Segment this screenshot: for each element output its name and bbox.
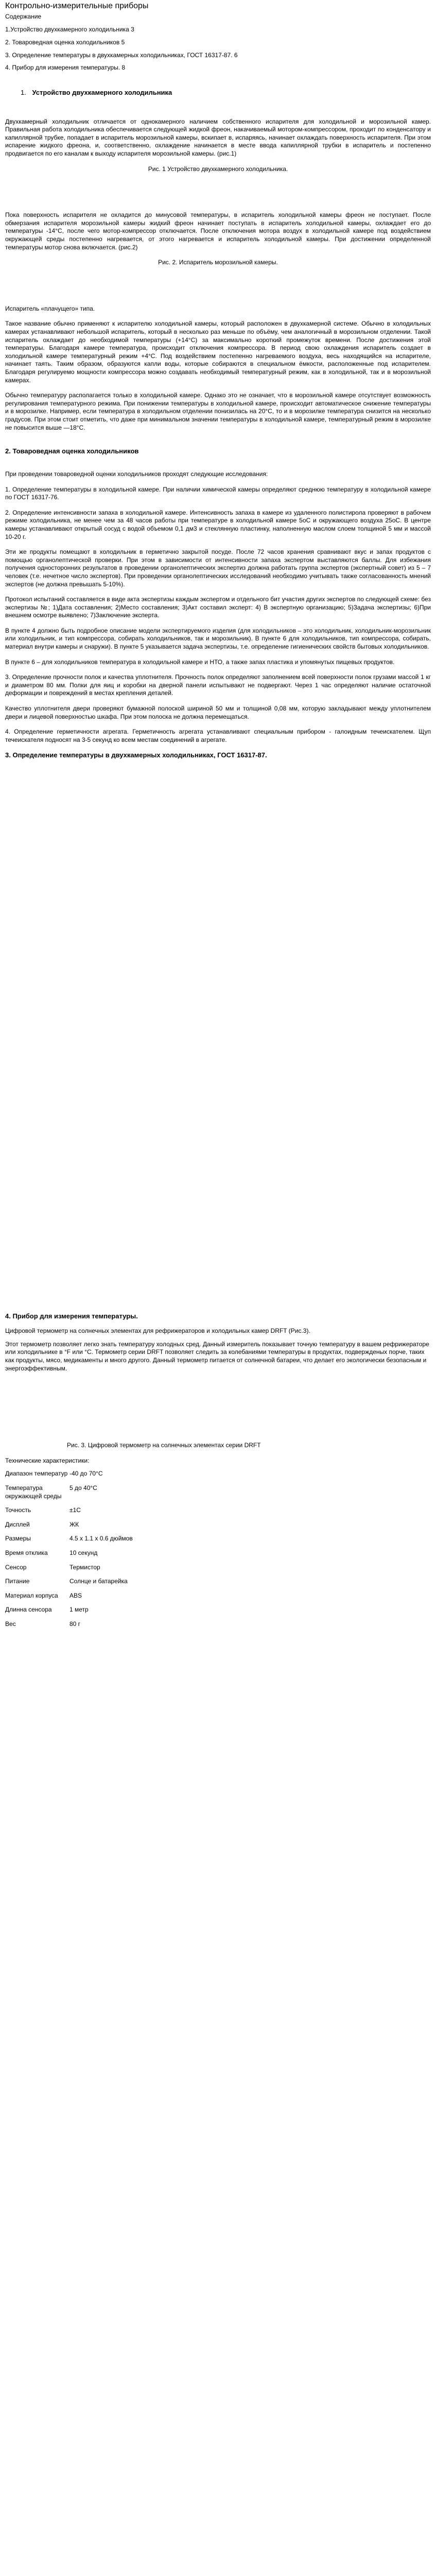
table-of-contents <box>5 26 431 72</box>
figure-3-caption: Рис. 3. Цифровой термометр на солнечных элементах серии DRFT <box>67 1442 261 1449</box>
section-4-paragraph-1: Цифровой термометр на солнечных элементах для рефрижераторов и холодильных камер DRFT (Рис.3). <box>5 1327 310 1335</box>
specs-table <box>5 1470 133 1634</box>
spec-key: Питание <box>5 1578 30 1585</box>
section-2-heading: 2. Товароведная оценка холодильников <box>5 447 139 455</box>
spec-value: 5 до 40°С <box>69 1484 97 1492</box>
spec-value: ABS <box>69 1591 82 1599</box>
table-row <box>5 1535 133 1549</box>
section-1-paragraph-3: Испаритель «плачущего» типа. <box>5 304 95 312</box>
specs-heading: Технические характеристики: <box>5 1456 90 1464</box>
toc-heading: Содержание <box>5 12 42 20</box>
toc-link-3[interactable]: 3. Определение температуры в двухкамерных холодильниках, ГОСТ 16317-87. 6 <box>5 51 238 59</box>
section-1-paragraph-2: Пока поверхность испарителя не охладится до минусовой температуры, в испаритель холодильной камеры фреон не поступает. После обмерзания испарителя морозильной камеры жидкий фреон начинает поступать в испаритель холодильной камеры, охлаждает его до температуры -14°С, после чего мотор-компрессор отключается. После отключения мотора воздух в холодильной камере под воздействием окружающей среды постепенно нагревается, от этого нагревается и испаритель холодильной камеры. При достижении определенной температуры мотор снова включается. (рис.2) <box>5 211 431 251</box>
section-2-paragraph-8: 3. Определение прочности полок и качества уплотнителя. Прочность полок определяют заполнением всей поверхности полок грузами массой 1 кг и диаметром 80 мм. Полки для яиц и коробки на дверной панели испытывают не подвергают. Через 1 час определяют наличие остаточной деформации и повреждений в местах крепления деталей. <box>5 673 431 697</box>
section-2-paragraph-2: 1. Определение температуры в холодильной камере. При наличии химической камеры определяют среднюю температуру в холодильной камере по ГОСТ 16317-76. <box>5 485 431 501</box>
toc-link-2[interactable]: 2. Товароведная оценка холодильников 5 <box>5 38 125 46</box>
table-row <box>5 1564 133 1578</box>
toc-item-2[interactable] <box>5 39 431 47</box>
table-row <box>5 1592 133 1606</box>
toc-item-4[interactable] <box>5 64 431 72</box>
spec-key: Длинна сенсора <box>5 1606 52 1614</box>
spec-value: ЖК <box>69 1520 79 1528</box>
section-4-heading: 4. Прибор для измерения температуры. <box>5 1312 138 1320</box>
table-row <box>5 1470 133 1484</box>
document-title: Контрольно-измерительные приборы <box>5 2 149 10</box>
spec-key: Диапазон температур <box>5 1470 68 1478</box>
section-2-paragraph-6: В пункте 4 должно быть подробное описание модели экспертируемого изделия (для холодильников – это холодильник, холодильник-морозильник или холодильник, и тип компрессора, собирать холодильников, так и морозильник). В пункте 6 для холодильников, тип компрессора, собирать, материал внутри камеры и снаружи). В пункте 5 указывается задача экспертизы, т.е. определение гигиенических свойств бытовых холодильников. <box>5 626 431 651</box>
spec-value: Солнце и батарейка <box>69 1578 128 1585</box>
spec-key: Температура окружающей среды <box>5 1484 62 1500</box>
figure-2-caption: Рис. 2. Испаритель морозильной камеры. <box>158 259 278 266</box>
spec-key: Дисплей <box>5 1520 30 1528</box>
spec-key: Точность <box>5 1506 31 1514</box>
toc-link-4[interactable]: 4. Прибор для измерения температуры. 8 <box>5 64 126 72</box>
section-2-paragraph-3: 2. Определение интенсивности запаха в холодильной камере. Интенсивность запаха в камере из удаленного полистирола проверяют в рабочем режиме холодильника, не менее чем за 48 часов работы при температуре в холодильной камере 5оС и окружающего воздуха 25оС. В центре камеры устанавливают открытый сосуд с водой объемом 0,1 дм3 и стеклянную пластинку, наполненную маслом слоем толщиной 5 мм и массой 10-20 г. <box>5 509 431 540</box>
figure-1-caption: Рис. 1 Устройство двухкамерного холодильника. <box>148 165 288 173</box>
spec-value: 10 секунд <box>69 1549 98 1556</box>
table-row <box>5 1578 133 1592</box>
section-1-paragraph-4: Такое название обычно применяют к испарителю холодильной камеры, который расположен в двухкамерной системе. Обычно в холодильных камерах устанавливают небольшой испаритель, который в несколько раз меньше по объёму, чем аналогичный в морозильном отделении. Такой испаритель охлаждает до необходимой температуры (+14°С) за максимально короткий промежуток времени. После достижения этой температуры. Благодаря камере температура, происходит отключения компрессора. В период свою охлаждения испаритель создает в холодильной камере температурный режим +4°С. Под воздействием постепенно нагреваемого воздуха, весь находящийся на испарителе, начинает таять. Таким образом, образуются капли воды, которые собираются в специальном ёмкости, расположенные под испарителем. Благодаря регулируемо мощности компрессора можно создавать необходимый температурный режим, как в холодильной, так и в морозильной камерах. <box>5 320 431 384</box>
table-row <box>5 1506 133 1521</box>
spec-value: -40 до 70°С <box>69 1470 103 1478</box>
spec-value: 4.5 х 1.1 х 0.6 дюймов <box>69 1535 133 1543</box>
spec-key: Материал корпуса <box>5 1591 58 1599</box>
section-1-heading <box>21 89 431 97</box>
section-1-paragraph-5: Обычно температуру располагается только в холодильной камере. Однако это не означает, что в морозильной камере отсутствует возможность регулирования температурного режима. При понижении температуры в холодильной камере, происходит автоматическое снижение температуры и в морозилке. Например, если температура в холодильном отделении понизилась на 20°С, то и в морозилке температура снизится на несколько градусов. При этом стоит отметить, что даже при минимальном значении температуры в холодильной камере, температурный режим в морозилке не повысится выше —18°С. <box>5 392 431 431</box>
spec-value: ±1С <box>69 1506 81 1514</box>
spec-key: Размеры <box>5 1535 31 1543</box>
section-1-paragraph-1: Двухкамерный холодильник отличается от однокамерного наличием собственного испарителя для холодильной и морозильной камер. Правильная работа холодильника обеспечивается следующей жидкой фреон, накачиваемый мотором-компрессором, проходит по конденсатору и капиллярной трубке, попадает в испаритель морозильной камеры, вскипает в, испаряясь, начинает охлаждать поверхность испарителя. При этом испарение жидкого фреона, и, соответственно, охлаждение начинается в месте ввода капиллярной трубки в испаритель и постепенно продвигается по его каналам к выходу испарителя морозильной камеры. (рис.1) <box>5 117 431 158</box>
section-2-paragraph-7: В пункте 6 – для холодильников температура в холодильной камере и НТО, а также запах пластика и упомянутых пищевых продуктов. <box>5 658 395 666</box>
table-row <box>5 1521 133 1535</box>
spec-value: 80 г <box>69 1620 81 1628</box>
table-row <box>5 1484 133 1506</box>
table-row <box>5 1549 133 1564</box>
section-2-paragraph-5: Протокол испытаний составляется в виде акта экспертизы каждым экспертом и отдельного бит участия других экспертов по следующей схеме: без экспертизы №; 1)Дата составления; 2)Место составления; 3)Акт составил эксперт: 4) В экспертную организацию; 5)Задача экспертизы; 6)При внешнем осмотре выявлено; 7)Заключение эксперта. <box>5 596 431 619</box>
toc-item-1[interactable] <box>5 26 431 34</box>
spec-key: Сенсор <box>5 1563 27 1571</box>
section-4-paragraph-2: Этот термометр позволяет легко знать температуру холодных сред. Данный измеритель показывает точную температуру в вашем рефрижераторе или холодильнике в °F или °С. Термометр серии DRFT позволяет следить за колебаниями температуры в продуктах, подвержденых порче, таких как продукты, мясо, медикаменты и много другого. Данный термометр питается от солнечной батареи, что делает его экологически безопасным и энергоэффективным. <box>5 1340 429 1372</box>
section-3-heading: 3. Определение температуры в двухкамерных холодильниках, ГОСТ 16317-87. <box>5 751 267 759</box>
section-2-paragraph-1: При проведении товароведной оценки холодильников проходят следующие исследования: <box>5 470 268 478</box>
section-2-paragraph-10: 4. Определение герметичности агрегата. Герметичность агрегата устанавливают специальным прибором - галоидным течеискателем. Щуп течеискателя подносят на 3-5 секунд ко всем местам соединений в агрегате. <box>5 728 431 743</box>
section-1-number: 1. <box>21 88 26 96</box>
table-row <box>5 1620 133 1635</box>
spec-key: Вес <box>5 1620 16 1628</box>
toc-link-1[interactable]: 1.Устройство двухкамерного холодильника 3 <box>5 26 134 33</box>
spec-value: Термистор <box>69 1563 100 1571</box>
table-row <box>5 1606 133 1620</box>
section-2-paragraph-9: Качество уплотнителя двери проверяют бумажной полоской шириной 50 мм и толщиной 0,08 мм, которую закладывают между уплотнителем двери и лицевой поверхностью шкафа. При этом полоска не должна перемещаться. <box>5 705 431 720</box>
section-1-title: Устройство двухкамерного холодильника <box>32 88 172 96</box>
spec-key: Время отклика <box>5 1549 48 1556</box>
section-2-paragraph-4: Эти же продукты помещают в холодильник в герметично закрытой посуде. После 72 часов хранения сравнивают вкус и запах продуктов с помощью органолептической проверки. При этом в зависимости от интенсивности запаха экспертом выставляются баллы. Для избежания получения односторонних результатов в проведении органолептических экспертиз должна работать группа экспертов (экспертный совет) из 5 – 7 человек (т.е. нечетное число экспертов). При проведении органолептических исследований необходимо учитывать также согласованность мнений экспертов (не должна превышать 5-10%). <box>5 548 431 588</box>
toc-item-3[interactable] <box>5 52 431 60</box>
spec-value: 1 метр <box>69 1606 89 1614</box>
